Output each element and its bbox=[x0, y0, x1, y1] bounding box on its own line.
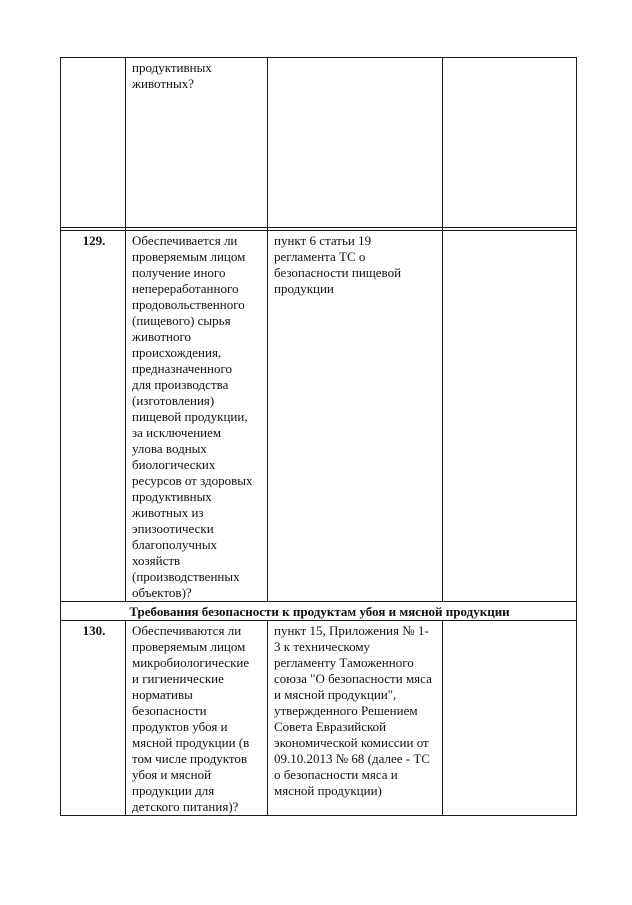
question-line: (производственных bbox=[132, 569, 240, 584]
question-line: пищевой продукции, bbox=[132, 409, 248, 424]
question-line: биологических bbox=[132, 457, 216, 472]
checklist-table bbox=[60, 57, 577, 816]
reference-line: союза "О безопасности мяса bbox=[274, 671, 432, 686]
notes-cell bbox=[443, 621, 577, 816]
question-line: микробиологические bbox=[132, 655, 250, 670]
section-title: Требования безопасности к продуктам убоя и мясной продукции bbox=[61, 602, 577, 621]
question-line: продукции для bbox=[132, 783, 215, 798]
question-cell bbox=[126, 231, 268, 602]
question-line: безопасности bbox=[132, 703, 207, 718]
reference-cell bbox=[268, 621, 443, 816]
reference-line: продукции bbox=[274, 281, 334, 296]
question-line: продуктов убоя и bbox=[132, 719, 228, 734]
reference-cell bbox=[268, 58, 443, 228]
section-header-row bbox=[61, 602, 577, 621]
question-line: за исключением bbox=[132, 425, 222, 440]
question-line: хозяйств bbox=[132, 553, 181, 568]
question-line: (пищевого) сырья bbox=[132, 313, 231, 328]
question-line: ресурсов от здоровых bbox=[132, 473, 253, 488]
question-line: том числе продуктов bbox=[132, 751, 248, 766]
row-number-cell bbox=[61, 58, 126, 228]
reference-line: о безопасности мяса и bbox=[274, 767, 398, 782]
question-line: происхождения, bbox=[132, 345, 222, 360]
question-line: мясной продукции (в bbox=[132, 735, 250, 750]
reference-line: пункт 6 статьи 19 bbox=[274, 233, 372, 248]
reference-line: Совета Евразийской bbox=[274, 719, 387, 734]
question-line: проверяемым лицом bbox=[132, 639, 246, 654]
question-cell bbox=[126, 58, 268, 228]
question-line: продовольственного bbox=[132, 297, 245, 312]
question-line: благополучных bbox=[132, 537, 218, 552]
reference-line: 09.10.2013 № 68 (далее - ТС bbox=[274, 751, 430, 766]
table-row-130 bbox=[61, 621, 577, 816]
question-line: проверяемым лицом bbox=[132, 249, 246, 264]
question-line: предназначенного bbox=[132, 361, 232, 376]
checklist-document bbox=[60, 57, 576, 816]
question-line: нормативы bbox=[132, 687, 193, 702]
question-line: и гигиенические bbox=[132, 671, 224, 686]
reference-line: мясной продукции) bbox=[274, 783, 382, 798]
question-line: получение иного bbox=[132, 265, 226, 280]
question-line: животного bbox=[132, 329, 191, 344]
reference-cell bbox=[268, 231, 443, 602]
row-number-cell: 130. bbox=[61, 621, 126, 816]
question-line: продуктивных bbox=[132, 489, 212, 504]
question-line: объектов)? bbox=[132, 585, 192, 600]
reference-line: экономической комиссии от bbox=[274, 735, 429, 750]
question-line: Обеспечивается ли bbox=[132, 233, 238, 248]
question-line: (изготовления) bbox=[132, 393, 215, 408]
reference-line: регламента ТС о bbox=[274, 249, 366, 264]
question-cell bbox=[126, 621, 268, 816]
notes-cell bbox=[443, 58, 577, 228]
question-line: убоя и мясной bbox=[132, 767, 212, 782]
reference-line: безопасности пищевой bbox=[274, 265, 402, 280]
reference-line: пункт 15, Приложения № 1- bbox=[274, 623, 429, 638]
question-line: эпизоотически bbox=[132, 521, 214, 536]
table-row-continued bbox=[61, 58, 577, 228]
question-line: животных из bbox=[132, 505, 204, 520]
reference-line: утвержденного Решением bbox=[274, 703, 418, 718]
reference-line: 3 к техническому bbox=[274, 639, 371, 654]
reference-line: и мясной продукции", bbox=[274, 687, 397, 702]
question-line: Обеспечиваются ли bbox=[132, 623, 242, 638]
question-line: улова водных bbox=[132, 441, 207, 456]
question-line: для производства bbox=[132, 377, 229, 392]
question-line: животных? bbox=[132, 76, 194, 91]
question-line: продуктивных bbox=[132, 60, 212, 75]
question-line: детского питания)? bbox=[132, 799, 239, 814]
row-number-cell: 129. bbox=[61, 231, 126, 602]
table-row-129 bbox=[61, 231, 577, 602]
reference-line: регламенту Таможенного bbox=[274, 655, 414, 670]
notes-cell bbox=[443, 231, 577, 602]
question-line: непереработанного bbox=[132, 281, 239, 296]
